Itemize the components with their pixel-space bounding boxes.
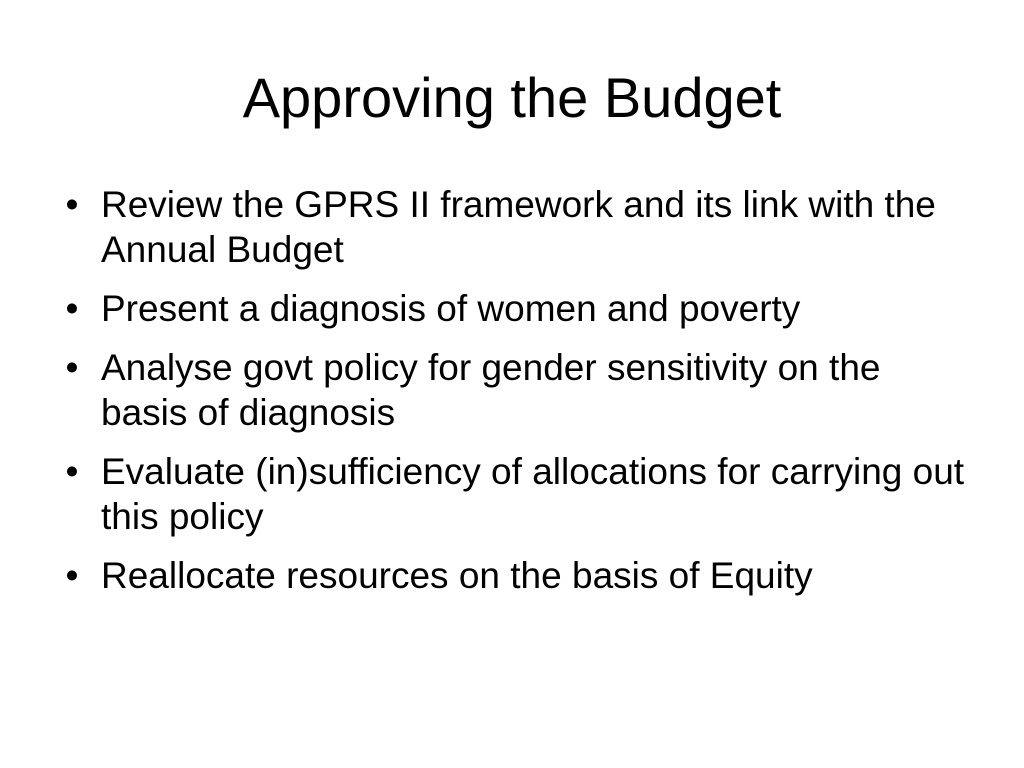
bullet-list — [57, 182, 977, 612]
bullet-text: Present a diagnosis of women and poverty — [101, 288, 801, 329]
bullet-marker: • — [65, 555, 79, 596]
bullet-text: Evaluate (in)sufficiency of allocations for carrying out this policy — [101, 451, 965, 537]
bullet-text: Reallocate resources on the basis of Equity — [101, 555, 813, 596]
bullet-item-evaluate — [57, 449, 977, 539]
slide-title: Approving the Budget — [242, 66, 782, 129]
bullet-marker: • — [65, 288, 79, 329]
bullet-item-present — [57, 286, 977, 331]
bullet-text: Review the GPRS II framework and its link with the Annual Budget — [101, 184, 936, 270]
bullet-marker: • — [65, 451, 79, 492]
bullet-item-review — [57, 182, 977, 272]
bullet-marker: • — [65, 347, 79, 388]
bullet-text: Analyse govt policy for gender sensitivity on the basis of diagnosis — [101, 347, 881, 433]
bullet-item-reallocate — [57, 553, 977, 598]
bullet-marker: • — [65, 184, 79, 225]
bullet-item-analyse — [57, 345, 977, 435]
